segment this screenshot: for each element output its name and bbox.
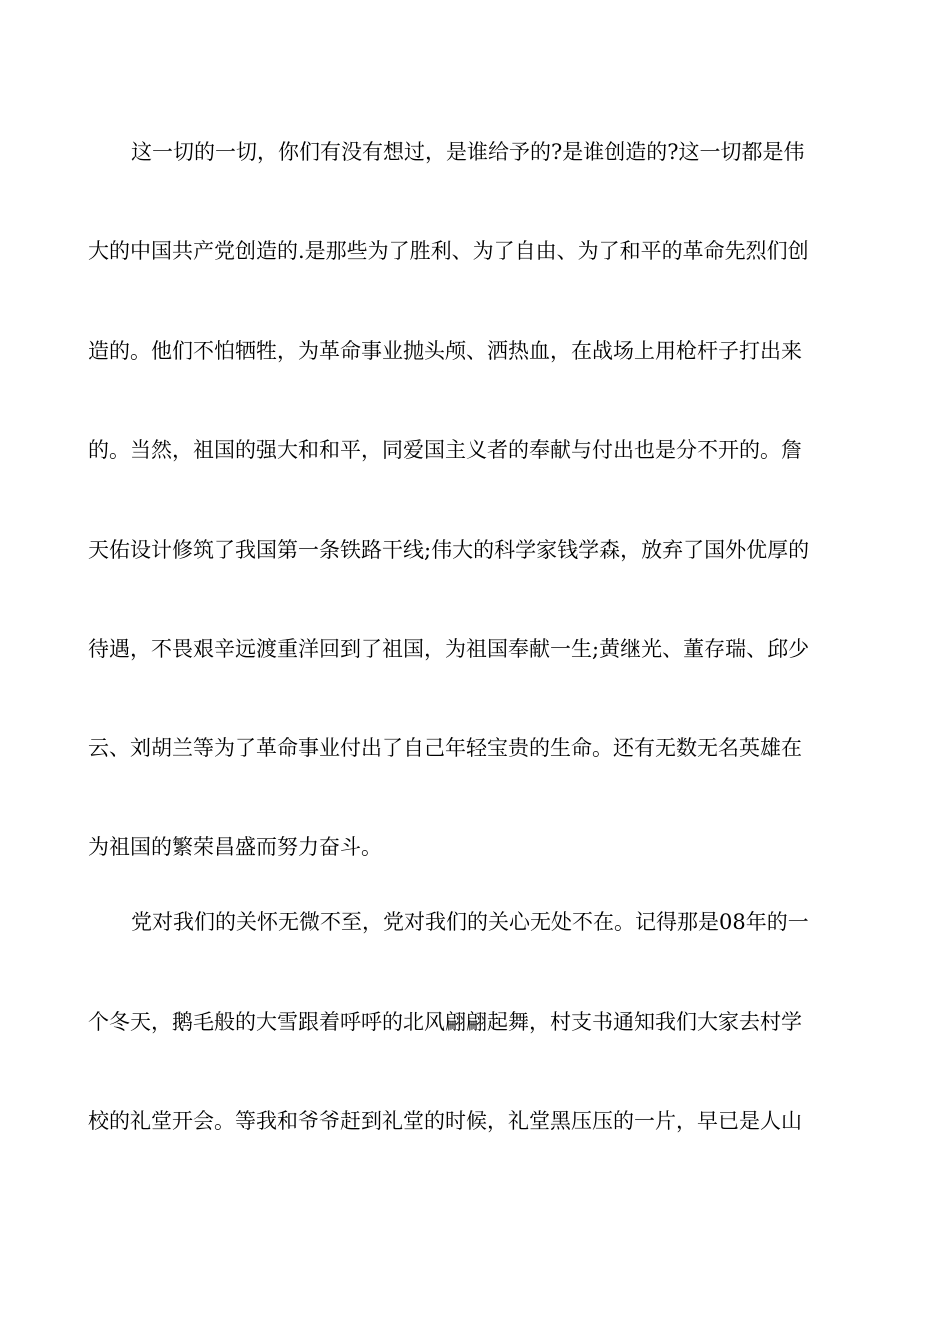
text-line: 的。当然，祖国的强大和和平，同爱国主义者的奉献与付出也是分不开的。詹 [88, 438, 802, 462]
text-line: 大的中国共产党创造的.是那些为了胜利、为了自由、为了和平的革命先烈们创 [88, 239, 809, 263]
text-line: 云、刘胡兰等为了革命事业付出了自己年轻宝贵的生命。还有无数无名英雄在 [88, 736, 802, 760]
text-line: 为祖国的繁荣昌盛而努力奋斗。 [88, 835, 382, 859]
text-line: 校的礼堂开会。等我和爷爷赶到礼堂的时候，礼堂黑压压的一片，早已是人山 [88, 1109, 802, 1133]
text-line: 党对我们的关怀无微不至，党对我们的关心无处不在。记得那是08年的一 [131, 910, 809, 934]
text-line: 天佑设计修筑了我国第一条铁路干线;伟大的科学家钱学森，放弃了国外优厚的 [88, 538, 810, 562]
text-line: 造的。他们不怕牺牲，为革命事业抛头颅、洒热血，在战场上用枪杆子打出来 [88, 339, 802, 363]
text-line: 待遇，不畏艰辛远渡重洋回到了祖国，为祖国奉献一生;黄继光、董存瑞、邱少 [88, 637, 810, 661]
text-line: 这一切的一切，你们有没有想过，是谁给予的?是谁创造的?这一切都是伟 [131, 140, 805, 164]
text-line: 个冬天，鹅毛般的大雪跟着呼呼的北风翩翩起舞，村支书通知我们大家去村学 [88, 1010, 802, 1034]
